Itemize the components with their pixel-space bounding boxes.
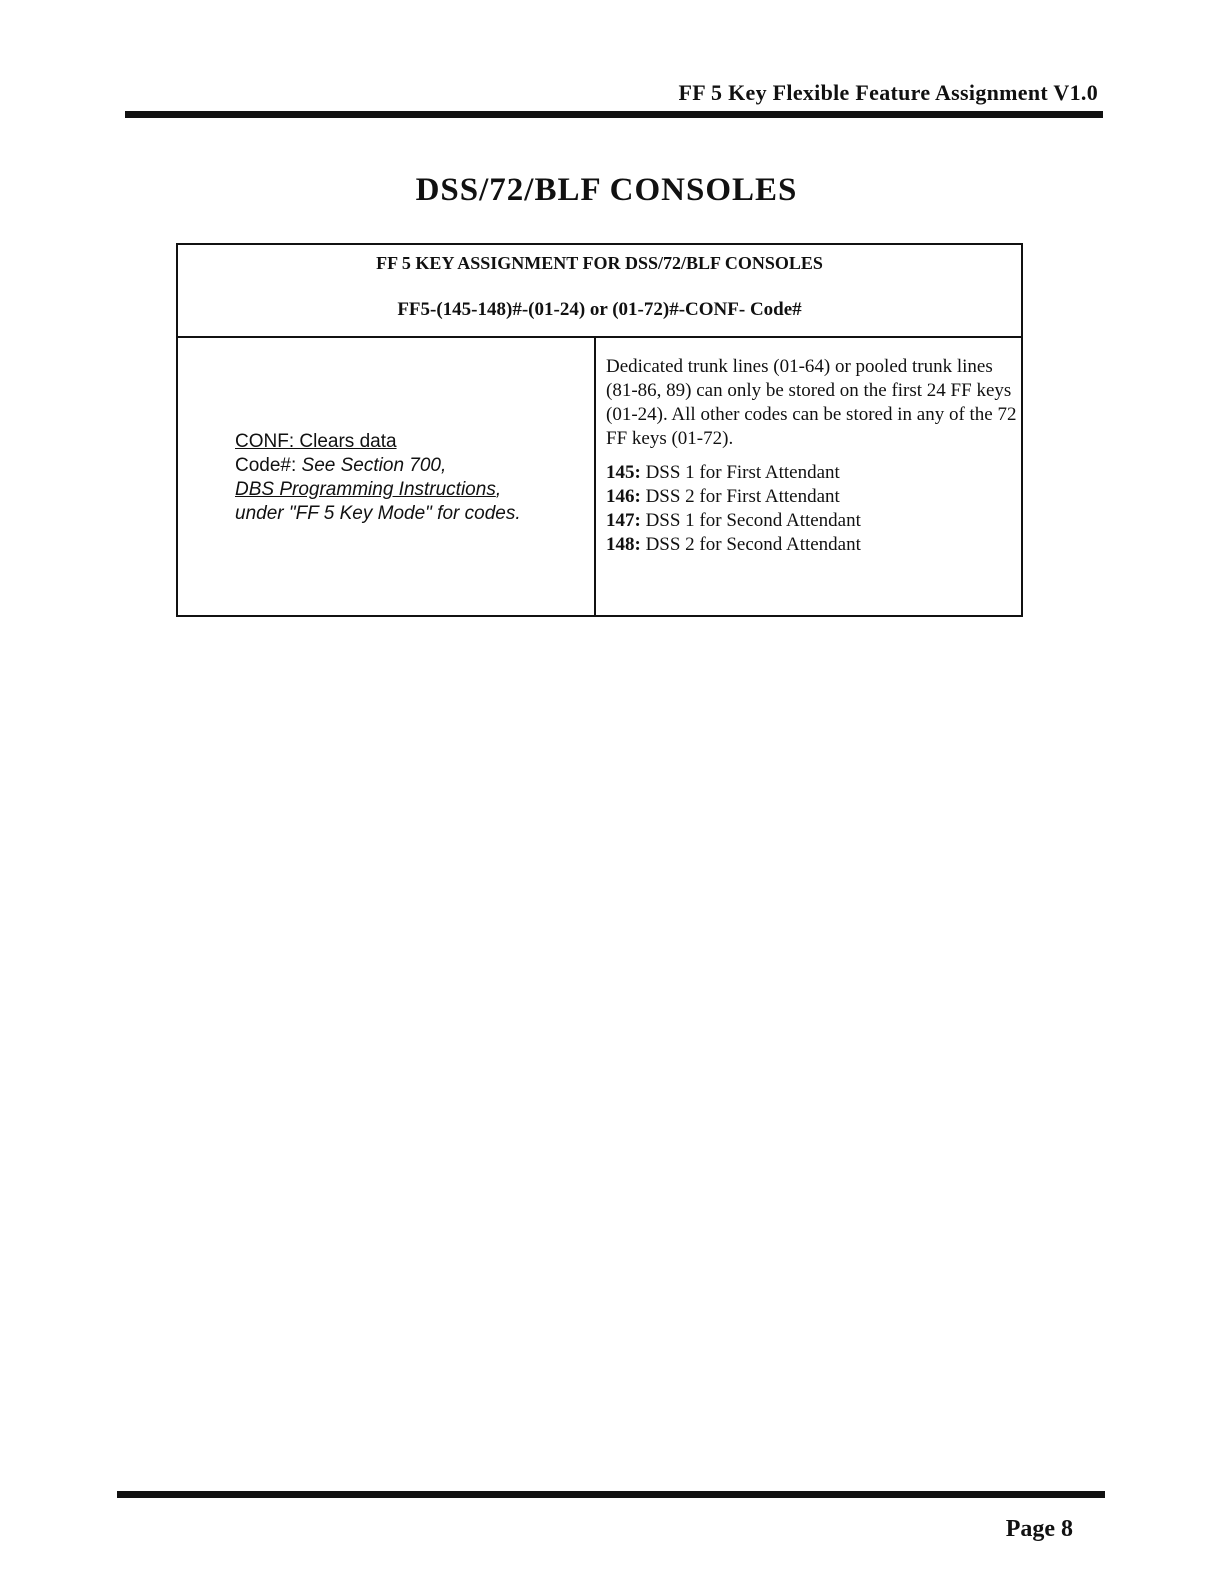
right-cell [606, 355, 1022, 557]
code-number: 145: [606, 462, 641, 483]
code-label: Code#: [235, 455, 302, 476]
code-note [235, 454, 521, 478]
trunk-note: Dedicated trunk lines (01-64) or pooled trunk lines (81-86, 89) can only be stored on the first 24 FF keys (01-24). All other codes can be stored in any of the 72 FF keys (01-72). [606, 356, 1017, 449]
code-reference: See Section 700, [301, 455, 447, 476]
code-list [606, 461, 1022, 557]
table-heading: FF 5 KEY ASSIGNMENT FOR DSS/72/BLF CONSOLES [376, 253, 823, 273]
code-item [606, 533, 1022, 557]
instructions-reference [235, 478, 521, 502]
code-description: DSS 1 for First Attendant [640, 462, 840, 483]
code-number: 148: [606, 534, 641, 555]
instructions-comma: , [495, 479, 502, 500]
table-header [178, 245, 1021, 338]
conf-note: CONF: Clears data [235, 431, 397, 452]
code-description: DSS 2 for Second Attendant [640, 534, 861, 555]
code-description: DSS 1 for Second Attendant [640, 510, 861, 531]
instructions-title: DBS Programming Instructions [235, 479, 496, 500]
code-item [606, 461, 1022, 485]
running-header: FF 5 Key Flexible Feature Assignment V1.0 [678, 80, 1098, 105]
column-divider [594, 336, 596, 617]
header-rule [125, 111, 1103, 118]
code-description: DSS 2 for First Attendant [640, 486, 840, 507]
code-item [606, 485, 1022, 509]
mode-reference: under "FF 5 Key Mode" for codes. [235, 503, 521, 524]
code-number: 147: [606, 510, 641, 531]
command-syntax: FF5-(145-148)#-(01-24) or (01-72)#-CONF- Code# [397, 299, 802, 320]
page-number: Page 8 [1005, 1516, 1073, 1542]
footer-rule [117, 1491, 1105, 1498]
assignment-table [176, 243, 1023, 617]
code-number: 146: [606, 486, 641, 507]
page-title: DSS/72/BLF CONSOLES [415, 172, 798, 208]
left-cell [235, 430, 521, 526]
code-item [606, 509, 1022, 533]
